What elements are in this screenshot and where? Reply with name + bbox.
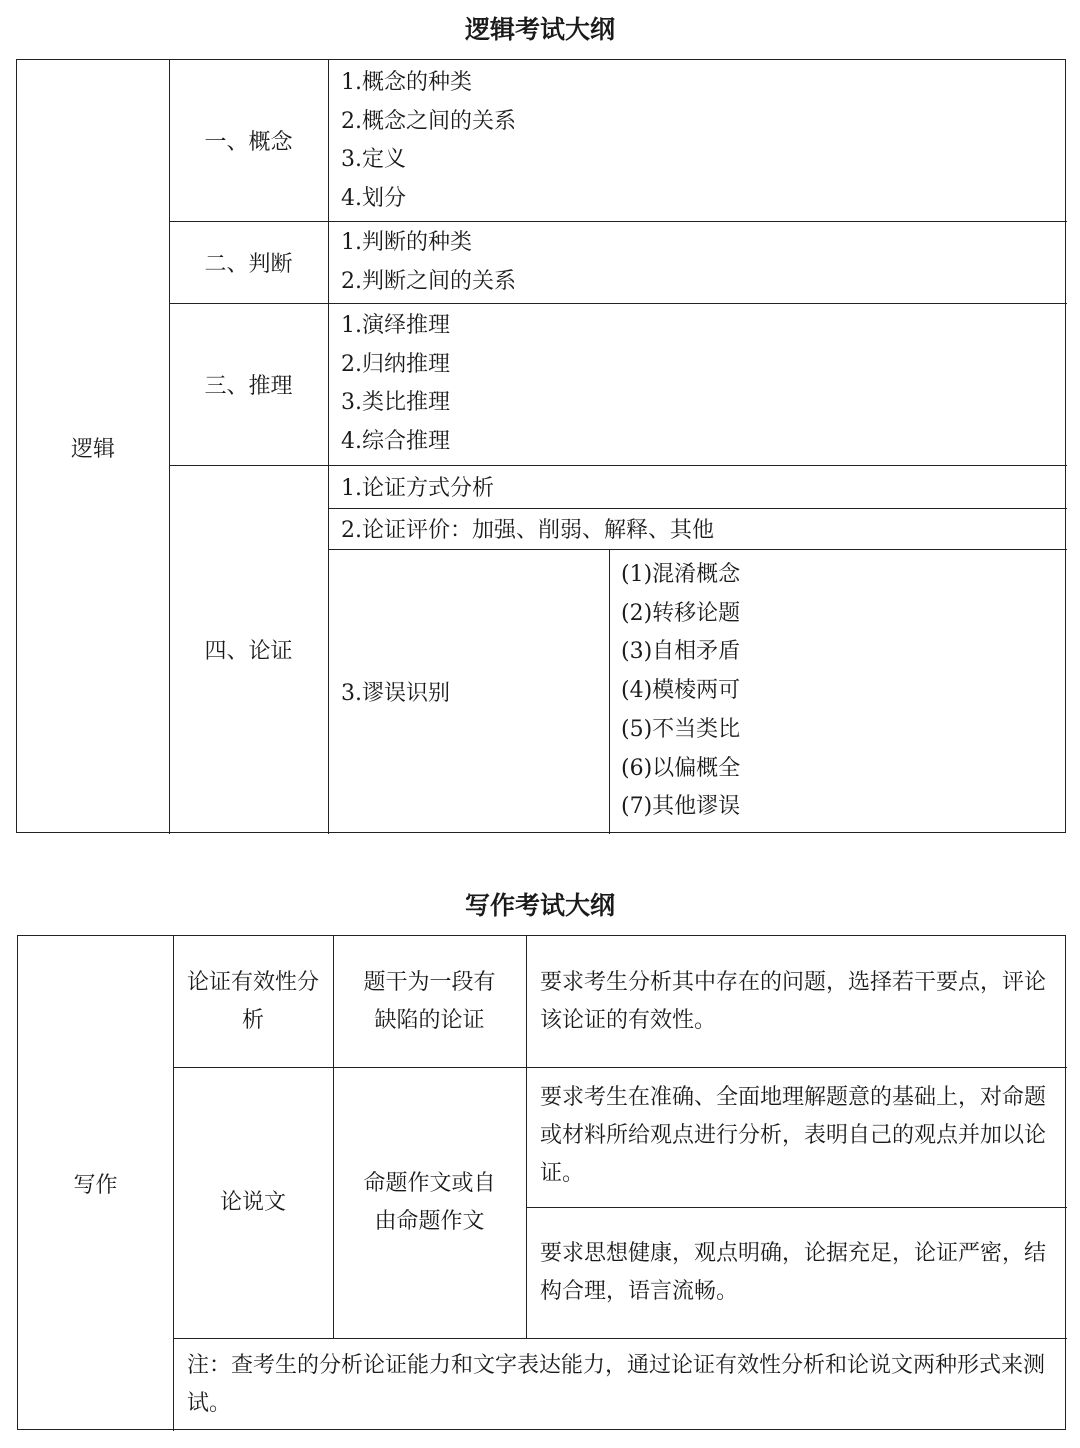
list-item: 2.概念之间的关系 [341,108,516,134]
list-item: (3)自相矛盾 [621,639,741,665]
writing-requirement-2a: 要求考生在准确、全面地理解题意的基础上，对命题或材料所给观点进行分析，表明自己的观点并加以论证。 [540,1085,1047,1186]
list-item: (4)模棱两可 [621,678,741,704]
list-item: (2)转移论题 [621,600,741,626]
logic-subject: 逻辑 [70,436,115,462]
writing-form-1: 题干为一段有缺陷的论证 [363,969,496,1033]
writing-type-1: 论证有效性分析 [186,969,319,1033]
writing-subject: 写作 [73,1173,118,1198]
list-item: (5)不当类比 [621,716,741,742]
writing-form-2: 命题作文或自由命题作文 [363,1170,496,1234]
list-item: (7)其他谬误 [621,794,741,820]
section-items-judgment [328,224,1067,303]
argument-item-1: 1.论证方式分析 [341,476,494,501]
writing-table [17,935,1066,1430]
writing-note: 注：查考生的分析论证能力和文字表达能力，通过论证有效性分析和论说文两种形式来测试。 [187,1352,1046,1416]
list-item: 1.演绎推理 [341,313,450,338]
list-item: 3.定义 [341,147,406,173]
writing-requirement-2b: 要求思想健康，观点明确，论据充足，论证严密，结构合理，语言流畅。 [540,1240,1047,1304]
list-item: 4.综合推理 [341,429,450,455]
section-heading-argument: 四、论证 [204,639,293,664]
list-item: 1.判断的种类 [341,230,472,255]
section-items-reasoning [328,307,1067,465]
logic-title: 逻辑考试大纲 [464,15,615,44]
writing-requirement-1: 要求考生分析其中存在的问题，选择若干要点，评论该论证的有效性。 [540,969,1047,1033]
list-item: 1.概念的种类 [341,70,472,95]
writing-title: 写作考试大纲 [464,891,615,920]
writing-type-2: 论说文 [219,1189,286,1215]
argument-item-2: 2.论证评价：加强、削弱、解释、其他 [341,518,714,543]
list-item: 2.归纳推理 [341,351,450,377]
list-item: 3.类比推理 [341,390,450,416]
section-heading-concept: 一、概念 [204,130,293,155]
section-items-concept [328,64,1067,221]
list-item: (6)以偏概全 [621,755,741,781]
list-item: (1)混淆概念 [621,562,741,587]
fallacy-label: 3.谬误识别 [341,681,450,706]
list-item: 4.划分 [341,186,406,212]
fallacy-list [609,556,1067,834]
section-heading-reasoning: 三、推理 [204,373,293,399]
list-item: 2.判断之间的关系 [341,268,516,294]
section-heading-judgment: 二、判断 [204,251,293,277]
logic-table [16,59,1066,833]
